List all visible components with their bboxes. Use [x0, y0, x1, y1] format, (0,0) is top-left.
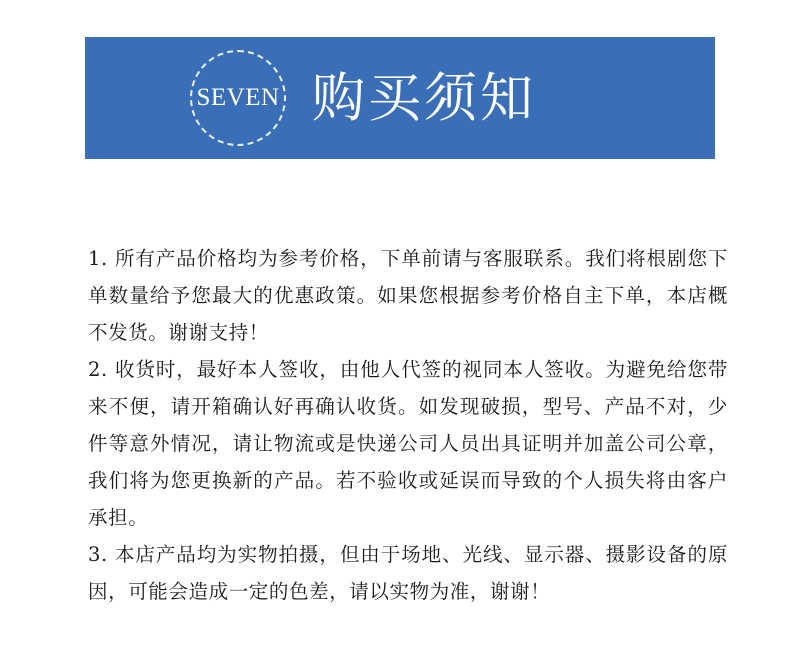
notice-item: 3. 本店产品均为实物拍摄，但由于场地、光线、显示器、摄影设备的原因，可能会造成一定的色差，请以实物为准，谢谢！: [88, 543, 728, 603]
banner: [85, 37, 715, 159]
brand-logo-text: SEVEN: [196, 84, 280, 111]
notice-list: [88, 240, 728, 610]
notice-item: 1. 所有产品价格均为参考价格，下单前请与客服联系。我们将根剧您下单数量给予您最大的优惠政策。如果您根据参考价格自主下单，本店概不发货。谢谢支持！: [88, 247, 728, 344]
notice-item: 2. 收货时，最好本人签收，由他人代签的视同本人签收。为避免给您带来不便，请开箱确认好再确认收货。如发现破损，型号、产品不对，少件等意外情况，请让物流或是快递公司人员出具证明并加盖公司公章，我们将为您更换新的产品。若不验收或延误而导致的个人损失将由客户承担。: [88, 358, 728, 529]
brand-logo-circle: [190, 50, 286, 146]
page-title: 购买须知: [312, 67, 536, 129]
banner-inner: [190, 50, 536, 146]
